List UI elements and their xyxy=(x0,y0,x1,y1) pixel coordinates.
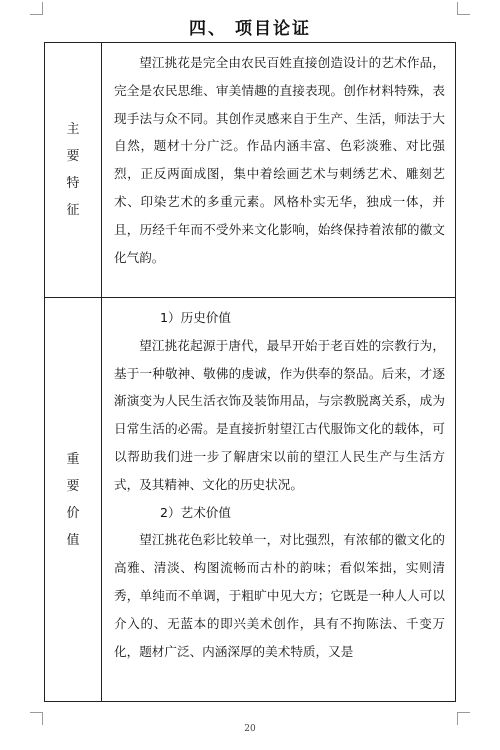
label-char: 重 xyxy=(66,451,80,467)
paragraph: 望江挑花色彩比较单一，对比强烈，有浓郁的徽文化的高雅、清淡、构图流畅而古朴的韵味；看似笨拙，实则清秀，单纯而不单调，于粗旷中见大方；它既是一种人人可以介入的、无蓝本的即兴美术创作，具有不拘陈法、千变万化，题材广泛、内涵深厚的美术特质，又是 xyxy=(114,532,445,659)
label-char: 价 xyxy=(66,505,80,521)
main-features-content xyxy=(102,43,455,297)
table-row-main-features xyxy=(45,43,455,298)
label-char: 特 xyxy=(66,176,80,191)
section-title: 四、 项目论证 xyxy=(189,19,311,39)
project-argument-table xyxy=(44,42,456,702)
important-value-content xyxy=(102,298,455,701)
label-char: 值 xyxy=(66,532,80,548)
paragraph: 望江挑花是完全由农民百姓直接创造设计的艺术作品，完全是农民思维、审美情趣的直接表现。创作材料特殊，表现手法与众不同。其创作灵感来自于生产、生活，师法于大自然，题材十分广泛。作品内涵丰富、色彩淡雅、对比强烈，正反两面成图，集中着绘画艺术与刺绣艺术、雕刻艺术、印染艺术的多重元素。风格朴实无华，独成一体，并且，历经千年而不受外来文化影响，始终保持着浓郁的徽文化气韵。 xyxy=(114,55,445,265)
row-label-important-value xyxy=(45,298,102,701)
subheading-historical-value: 1）历史价值 xyxy=(160,310,231,325)
row-label-main-features xyxy=(45,43,102,297)
subheading-artistic-value: 2）艺术价值 xyxy=(160,504,231,520)
label-char: 主 xyxy=(66,122,80,137)
label-char: 要 xyxy=(66,149,80,164)
page-number: 20 xyxy=(244,724,256,734)
paragraph: 望江挑花起源于唐代，最早开始于老百姓的宗教行为，基于一种敬神、敬佛的虔诚，作为供奉的祭品。后来，才逐渐演变为人民生活衣饰及装饰用品，与宗教脱离关系，成为日常生活的必需。是直接折射望江古代服饰文化的载体，可以帮助我们进一步了解唐宋以前的望江人民生产与生活方式，及其精神、文化的历史状况。 xyxy=(114,337,445,492)
label-char: 征 xyxy=(66,203,80,218)
label-char: 要 xyxy=(66,478,80,494)
table-row-important-value xyxy=(45,298,455,701)
